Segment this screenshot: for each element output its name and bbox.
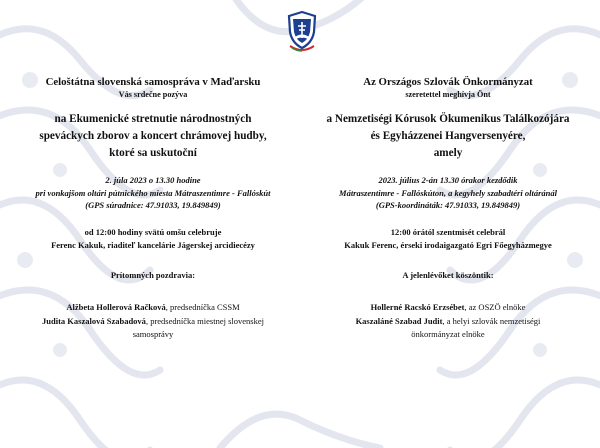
- mass-celebrant: Kakuk Ferenc, érseki irodaigazgató Egri Főegyházmegye: [344, 240, 552, 251]
- event-title-line: na Ekumenické stretnutie národnostných: [54, 112, 252, 125]
- greeter-2-name: Judita Kaszalová Szabadová: [42, 315, 146, 326]
- greeter-2: [18, 315, 288, 329]
- mass-time: od 12:00 hodiny svätú omšu celebruje: [84, 227, 222, 238]
- invite-line: Vás srdečne pozýva: [118, 90, 188, 100]
- greeter-2-role: , a helyi szlovák nemzetiségi: [442, 315, 541, 326]
- event-date-location: [306, 174, 590, 212]
- hungarian-column: [306, 76, 590, 342]
- event-title: [306, 111, 590, 162]
- greeter-1-role: , az OSZÖ elnöke: [464, 302, 526, 312]
- organizer-name: Az Országos Szlovák Önkormányzat: [363, 76, 533, 88]
- greeter-2: [306, 315, 590, 329]
- event-title-line: a Nemzetiségi Kórusok Ökumenikus Találkozójára: [326, 112, 570, 125]
- greetings-heading: Prítomných pozdravia:: [110, 270, 196, 281]
- event-date: 2. júla 2023 o 13.30 hodine: [105, 174, 201, 185]
- greeter-2-name: Kaszaláné Szabad Judit: [355, 315, 443, 326]
- greeter-1-name: Alžbeta Hollerová Račková: [66, 302, 166, 312]
- greeter-2-role-cont: önkormányzat elnöke: [411, 329, 485, 340]
- event-date: 2023. július 2-án 13.30 órakor kezdődik: [378, 174, 518, 185]
- event-title-line: amely: [433, 146, 463, 159]
- invite-line: szeretettel meghívja Önt: [405, 90, 491, 100]
- event-gps: (GPS súradnice: 47.91033, 19.849849): [85, 200, 221, 211]
- mass-celebrant: Ferenc Kakuk, riaditeľ kancelárie Jágerskej arcidiecézy: [51, 240, 255, 251]
- slovak-column: [18, 76, 288, 342]
- event-title: [18, 111, 288, 162]
- greeter-2-role-cont: samosprávy: [132, 329, 174, 340]
- event-date-location: [18, 174, 288, 212]
- event-title-line: speváckych zborov a koncert chrámovej hudby,: [39, 129, 267, 142]
- event-title-line: ktoré sa uskutoční: [109, 146, 197, 159]
- event-gps: (GPS-koordináták: 47.91033, 19.849849): [375, 200, 521, 211]
- greeter-1-role: , predsedníčka CSSM: [165, 302, 240, 312]
- event-location: Mátraszentimre - Fallóskúton, a kegyhely szabadtéri oltáránál: [339, 187, 557, 198]
- mass-time: 12:00 órától szentmisét celebrál: [390, 227, 506, 238]
- mass-info: [306, 226, 590, 252]
- mass-info: [18, 226, 288, 252]
- greeter-2-role: , predsedníčka miestnej slovenskej: [145, 315, 264, 326]
- greetings-list: [18, 301, 288, 342]
- greeter-1: [18, 301, 288, 315]
- greeter-1: [306, 301, 590, 315]
- event-title-line: és Egyházzenei Hangversenyére,: [370, 129, 526, 142]
- organizer-name: Celoštátna slovenská samospráva v Maďarsku: [45, 76, 261, 88]
- greetings-heading: A jelenlévőket köszöntik:: [402, 270, 494, 281]
- greeter-1-name: Hollerné Racskó Erzsébet: [370, 302, 465, 312]
- greetings-list: [306, 301, 590, 342]
- slovak-cross-shield-icon: [286, 10, 318, 52]
- event-location: pri vonkajšom oltári pútnického miesta Mátraszentimre - Fallóskút: [35, 187, 271, 198]
